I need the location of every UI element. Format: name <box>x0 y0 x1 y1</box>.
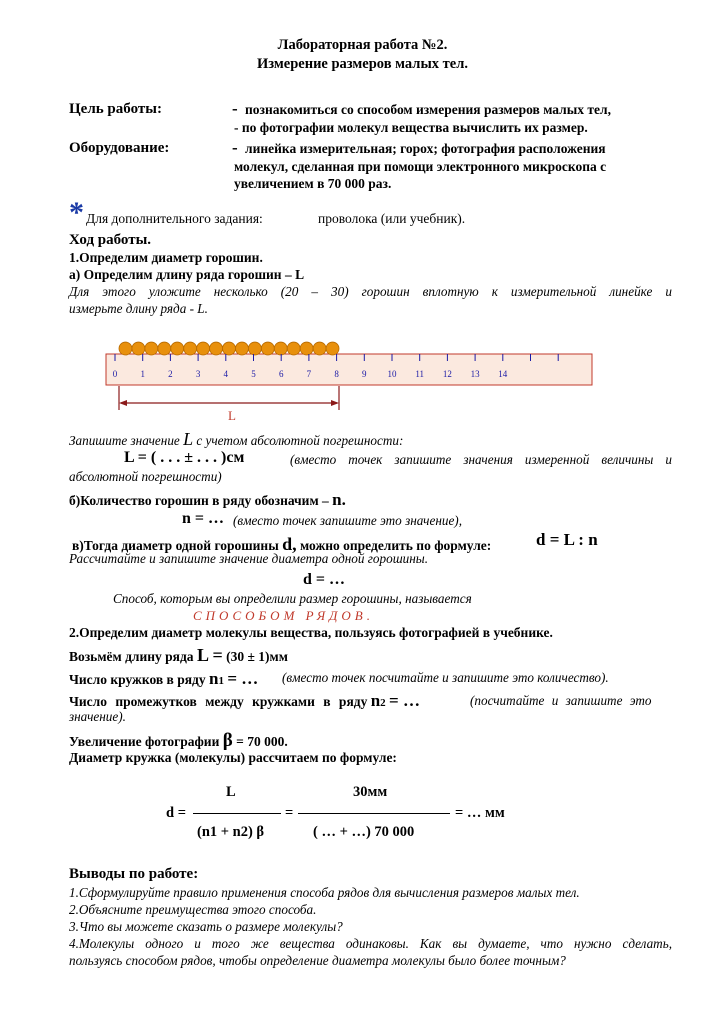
pea <box>248 342 261 355</box>
pea <box>145 342 158 355</box>
ruler-tick-label: 0 <box>112 369 118 379</box>
n2-symbol: n <box>370 691 381 710</box>
gaps-text: Число промежутков между кружками в ряду <box>69 694 368 709</box>
conclusions-heading: Выводы по работе: <box>69 866 199 882</box>
magnification-text: Увеличение фотографии <box>69 734 220 749</box>
extra-label: Для дополнительного задания: <box>86 211 263 226</box>
length-label: L <box>228 408 236 423</box>
ruler-tick-label: 14 <box>498 369 508 379</box>
gaps-line <box>69 691 420 711</box>
pea <box>171 342 184 355</box>
ruler-tick-label: 2 <box>168 369 173 379</box>
ruler-tick-label: 3 <box>195 369 201 379</box>
count-n: n. <box>332 490 346 509</box>
fraction-den-1: (n1 + n2) β <box>197 824 265 840</box>
ruler-tick-label: 4 <box>223 369 229 379</box>
ruler-tick-label: 6 <box>278 369 284 379</box>
gaps-hint-2: значение). <box>69 709 126 724</box>
method-name: СПОСОБОМ РЯДОВ. <box>193 608 374 623</box>
L-formula: L = ( . . . ± . . . )см <box>124 449 245 466</box>
page-title: Лабораторная работа №2. <box>277 37 448 53</box>
fraction-bar-2 <box>298 813 450 814</box>
magnification-value: = 70 000. <box>236 734 288 749</box>
n1-subscript: 1 <box>218 675 224 687</box>
gaps-hint: (посчитайте и запишите это <box>470 693 652 708</box>
conclusion-item: 1.Сформулируйте правило применения способа рядов для вычисления размеров малых тел. <box>69 885 580 900</box>
pea <box>261 342 274 355</box>
goal-label: Цель работы: <box>69 101 162 117</box>
goal-line-1: познакомиться со способом измерения размеров малых тел, <box>245 102 611 117</box>
instruction-line-1: Для этого уложите несколько (20 – 30) горошин вплотную к измерительной линейке и <box>69 284 672 299</box>
diameter-result: d = … <box>303 571 346 588</box>
record-prefix: Запишите значение <box>69 433 184 448</box>
n2-equals: = … <box>389 691 420 710</box>
ruler-tick-label: 12 <box>442 369 452 379</box>
equipment-line-1: линейка измерительная; горох; фотография расположения <box>245 141 606 156</box>
fraction-bar-1 <box>193 813 281 814</box>
conclusion-item: 4.Молекулы одного и того же вещества одинаковы. Как вы думаете, что нужно сделать, <box>69 936 672 951</box>
take-text: Возьмём длину ряда <box>69 649 194 664</box>
ruler-figure <box>0 330 725 430</box>
count-line <box>69 490 346 510</box>
goal-line-2: - по фотографии молекул вещества вычислить их размер. <box>234 120 588 135</box>
goal-dash: - <box>232 99 238 118</box>
conclusion-item: пользуясь способом рядов, чтобы определение диаметра молекулы было более точным? <box>69 953 566 968</box>
procedure-heading: Ход работы. <box>69 232 152 248</box>
pea <box>274 342 287 355</box>
pea <box>197 342 210 355</box>
ruler-tick-label: 9 <box>362 369 367 379</box>
pea <box>300 342 313 355</box>
pea <box>184 342 197 355</box>
diameter-text-2: можно определить по формуле: <box>300 538 492 553</box>
equipment-line-3: увеличением в 70 000 раз. <box>234 176 392 191</box>
ruler-tick-label: 13 <box>470 369 480 379</box>
ruler-tick-label: 11 <box>415 369 425 379</box>
beta-symbol: β <box>222 730 233 751</box>
record-suffix: с учетом абсолютной погрешности: <box>193 433 404 448</box>
diameter-instruction: Рассчитайте и запишите значение диаметра одной горошины. <box>69 551 429 566</box>
take-L: L = <box>196 645 223 665</box>
fraction-result: = … мм <box>455 805 505 821</box>
fraction-equals: = <box>285 805 294 821</box>
fraction-den-2: ( … + …) 70 000 <box>313 824 415 840</box>
pea <box>158 342 171 355</box>
take-line <box>69 645 288 666</box>
record-L: L <box>183 429 194 449</box>
record-hint-line-1: (вместо точек запишите значения измеренной величины и <box>290 452 672 467</box>
pea <box>119 342 132 355</box>
ruler-tick-label: 8 <box>334 369 339 379</box>
count-hint: (вместо точек запишите это значение), <box>233 513 462 528</box>
ruler-tick-label: 5 <box>251 369 256 379</box>
pea <box>313 342 326 355</box>
extra-value: проволока (или учебник). <box>318 211 466 226</box>
ruler-tick-label: 10 <box>387 369 397 379</box>
conclusion-item: 2.Объясните преимущества этого способа. <box>69 902 317 917</box>
record-hint-line-2: абсолютной погрешности) <box>69 469 222 484</box>
step1-heading: 1.Определим диаметр горошин. <box>69 250 263 265</box>
fraction-num-1: L <box>226 784 236 800</box>
pea <box>235 342 248 355</box>
instruction-line-2: измерьте длину ряда - L. <box>69 301 208 316</box>
step1a-heading: а) Определим длину ряда горошин – L <box>69 267 305 282</box>
diameter-formula-text: Диаметр кружка (молекулы) рассчитаем по формуле: <box>69 750 397 765</box>
n1-equals: = … <box>227 669 259 688</box>
fraction-d-equals: d = <box>166 805 186 821</box>
conclusion-item: 3.Что вы можете сказать о размере молекулы? <box>69 919 343 934</box>
equipment-line-2: молекул, сделанная при помощи электронного микроскопа с <box>234 159 607 174</box>
diameter-formula: d = L : n <box>536 530 598 549</box>
equipment-label: Оборудование: <box>69 140 170 156</box>
magnification-line <box>69 730 288 752</box>
circles-hint: (вместо точек посчитайте и запишите это количество). <box>282 670 609 685</box>
diameter-text-1: в)Тогда диаметр одной горошины <box>72 538 279 553</box>
ruler-tick-label: 7 <box>306 369 312 379</box>
ruler-tick-label: 1 <box>140 369 145 379</box>
method-text: Способ, которым вы определили размер горошины, называется <box>113 591 472 606</box>
n1-symbol: n <box>208 669 219 688</box>
take-value: (30 ± 1)мм <box>226 649 288 664</box>
circles-text: Число кружков в ряду <box>69 672 206 687</box>
record-line <box>69 429 403 450</box>
ruler-body <box>106 354 592 385</box>
pea <box>223 342 236 355</box>
fraction-num-2: 30мм <box>353 784 388 800</box>
pea <box>326 342 339 355</box>
pea <box>210 342 223 355</box>
count-formula: n = … <box>182 510 225 527</box>
step2-heading: 2.Определим диаметр молекулы вещества, пользуясь фотографией в учебнике. <box>69 625 553 640</box>
pea <box>132 342 145 355</box>
count-text: б)Количество горошин в ряду обозначим – <box>69 493 329 508</box>
equipment-dash: - <box>232 138 238 157</box>
n2-subscript: 2 <box>380 697 386 709</box>
pea <box>287 342 300 355</box>
star-icon: * <box>69 196 84 229</box>
length-arrow <box>119 386 339 410</box>
circles-line <box>69 669 258 689</box>
diameter-d: d, <box>282 534 297 554</box>
page-subtitle: Измерение размеров малых тел. <box>257 56 468 72</box>
